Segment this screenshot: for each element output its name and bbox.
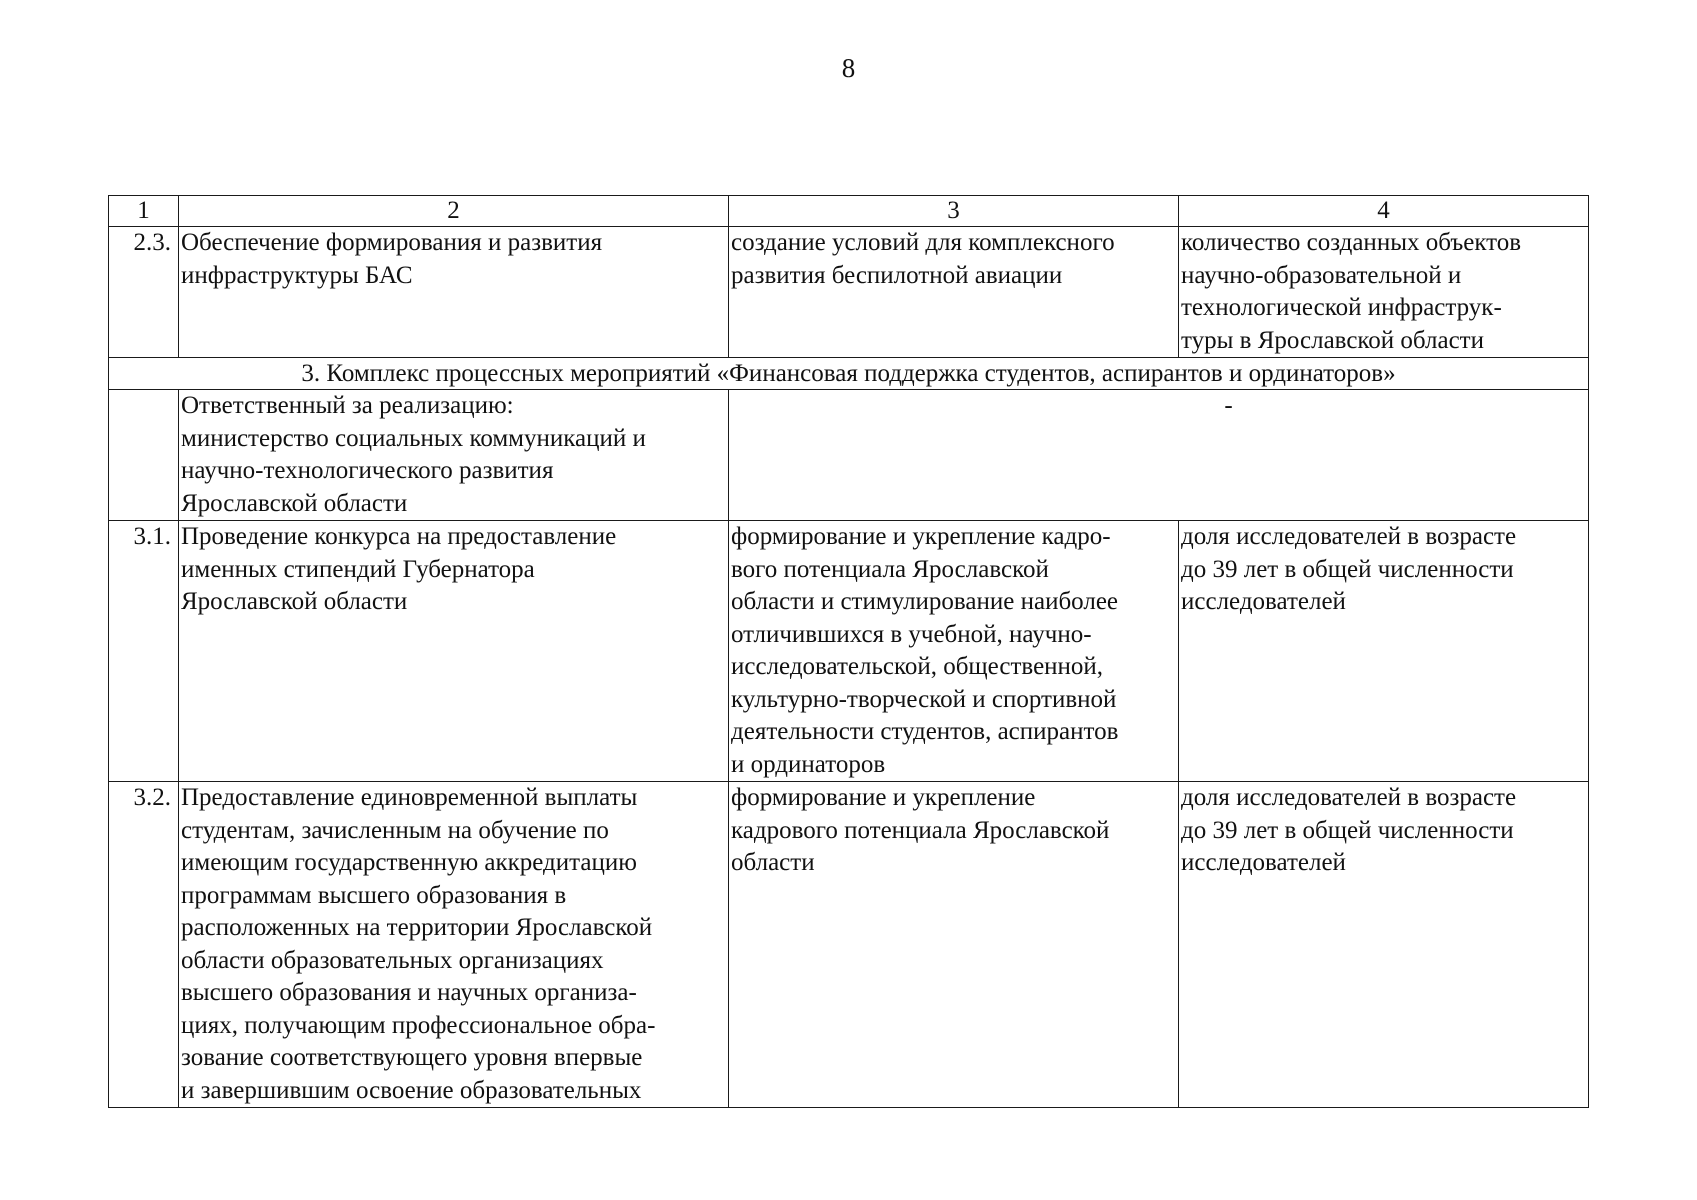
row-number	[109, 390, 179, 521]
activity-cell: Обеспечение формирования и развития инфраструктуры БАС	[179, 227, 729, 358]
result-cell: формирование и укрепление кадрового потенциала Ярославской области	[729, 782, 1179, 1108]
header-cell-2: 2	[179, 196, 729, 227]
activity-cell: Предоставление единовременной выплаты студентам, зачисленным на обучение по имеющим государственную аккредитацию программам высшего образования в расположенных на территории Ярославской области образовательных организациях высшего образования и научных организа- циях, получающим профессиональное обра- зование соответствующего уровня впервые и завершившим освоение образовательных	[179, 782, 729, 1108]
activity-cell: Проведение конкурса на предоставление именных стипендий Губернатора Ярославской области	[179, 521, 729, 782]
measures-table	[108, 195, 1589, 1108]
result-cell: формирование и укрепление кадро- вого потенциала Ярославской области и стимулирование наиболее отличившихся в учебной, научно- исследовательской, общественной, культурно-творческой и спортивной деятельности студентов, аспирантов и ординаторов	[729, 521, 1179, 782]
responsible-row	[109, 390, 1589, 521]
table-row	[109, 227, 1589, 358]
section-heading: 3. Комплекс процессных мероприятий «Финансовая поддержка студентов, аспирантов и ординаторов»	[109, 358, 1589, 390]
responsible-label-cell: Ответственный за реализацию: министерство социальных коммуникаций и научно-технологического развития Ярославской области	[179, 390, 729, 521]
page-number: 8	[841, 53, 856, 83]
header-cell-1: 1	[109, 196, 179, 227]
table-row	[109, 782, 1589, 1108]
result-cell: создание условий для комплексного развития беспилотной авиации	[729, 227, 1179, 358]
indicator-cell: доля исследователей в возрасте до 39 лет в общей численности исследователей	[1179, 782, 1589, 1108]
row-number: 3.1.	[109, 521, 179, 782]
responsible-value: -	[1224, 392, 1233, 419]
table-header-row	[109, 196, 1589, 227]
row-number: 2.3.	[109, 227, 179, 358]
table-row	[109, 521, 1589, 782]
indicator-cell: количество созданных объектов научно-образовательной и технологической инфраструк- туры в Ярославской области	[1179, 227, 1589, 358]
section-heading-row	[109, 358, 1589, 390]
header-cell-3: 3	[729, 196, 1179, 227]
row-number: 3.2.	[109, 782, 179, 1108]
header-cell-4: 4	[1179, 196, 1589, 227]
responsible-value-cell	[729, 390, 1589, 521]
indicator-cell: доля исследователей в возрасте до 39 лет в общей численности исследователей	[1179, 521, 1589, 782]
